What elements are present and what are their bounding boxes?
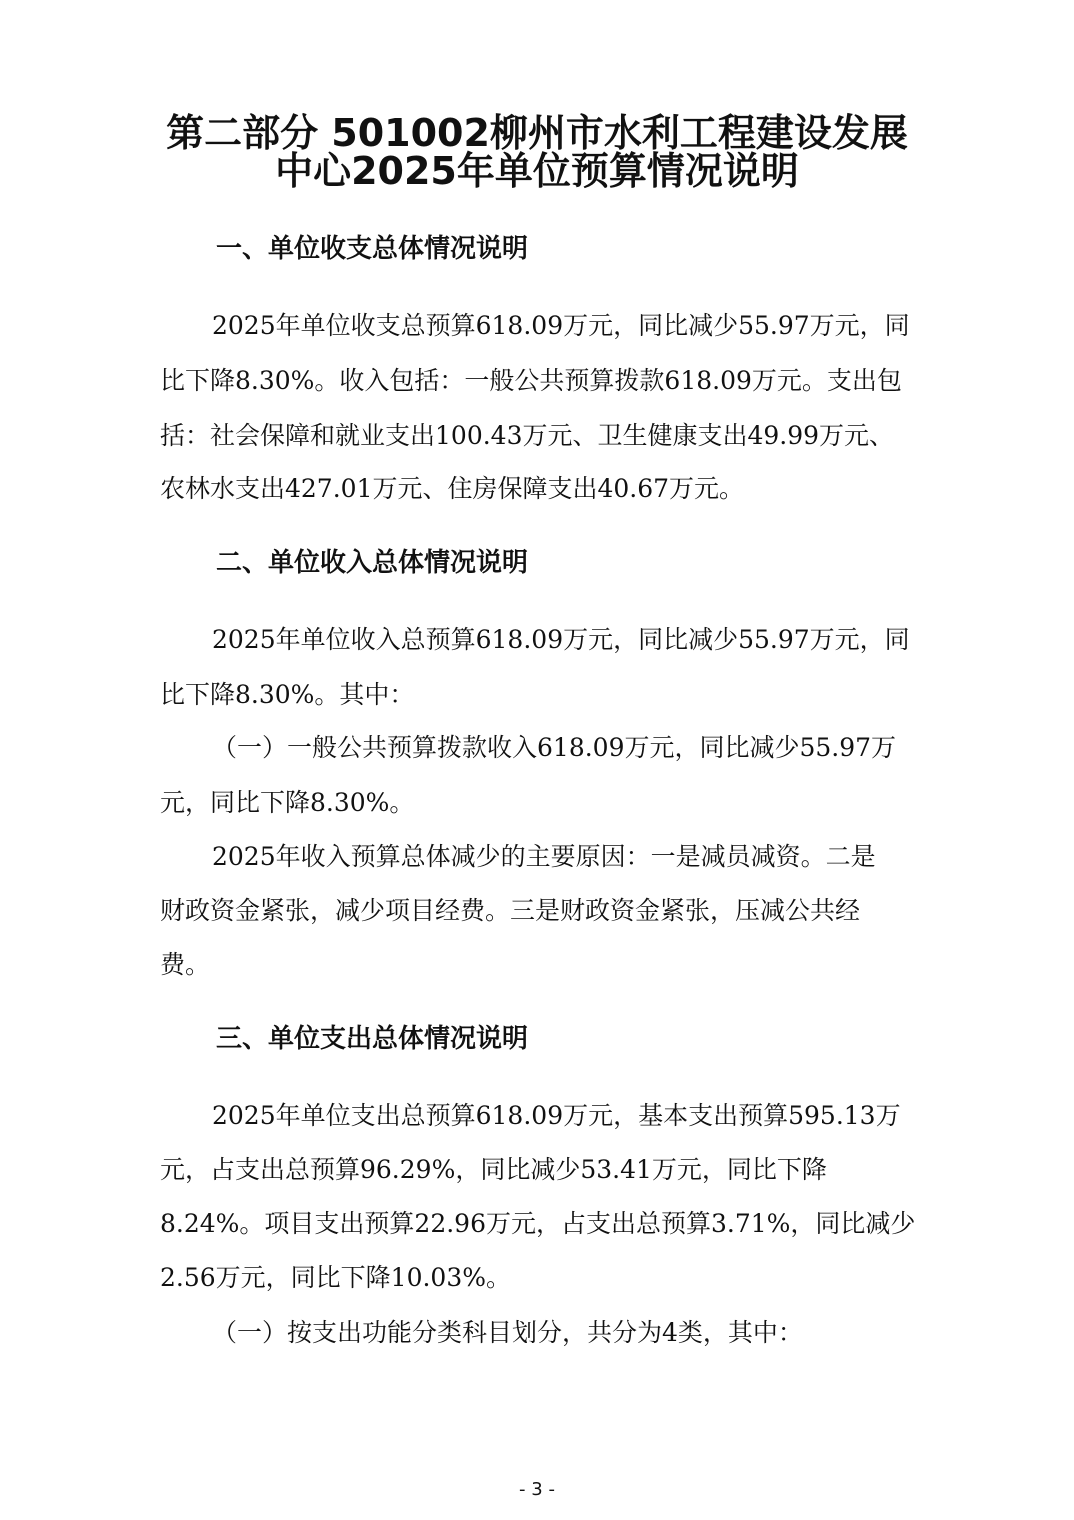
document-title-line-2: 中心2025年单位预算情况说明 xyxy=(275,149,799,193)
paragraph-line: 2.56万元，同比下降10.03%。 xyxy=(160,1263,511,1292)
section-heading-3: 三、单位支出总体情况说明 xyxy=(216,1024,529,1054)
paragraph-line: 比下降8.30%。其中： xyxy=(160,680,415,709)
paragraph-line: （一）一般公共预算拨款收入618.09万元，同比减少55.97万 xyxy=(212,733,897,762)
paragraph-line: 比下降8.30%。收入包括：一般公共预算拨款618.09万元。支出包 xyxy=(160,366,902,395)
paragraph-line: （一）按支出功能分类科目划分，共分为4类，其中： xyxy=(212,1318,803,1347)
paragraph-line: 括：社会保障和就业支出100.43万元、卫生健康支出49.99万元、 xyxy=(160,421,895,450)
document-title-line-1: 第二部分 501002柳州市水利工程建设发展 xyxy=(166,111,908,155)
paragraph-line: 2025年单位支出总预算618.09万元，基本支出预算595.13万 xyxy=(212,1101,901,1130)
paragraph-line: 农林水支出427.01万元、住房保障支出40.67万元。 xyxy=(160,474,745,503)
paragraph-line: 2025年收入预算总体减少的主要原因：一是减员减资。二是 xyxy=(212,842,876,871)
section-heading-2: 二、单位收入总体情况说明 xyxy=(216,548,529,578)
paragraph-line: 元，占支出总预算96.29%，同比减少53.41万元，同比下降 xyxy=(160,1155,827,1184)
paragraph-line: 元，同比下降8.30%。 xyxy=(160,788,415,817)
section-heading-1: 一、单位收支总体情况说明 xyxy=(216,234,529,264)
paragraph-line: 2025年单位收入总预算618.09万元，同比减少55.97万元，同 xyxy=(212,625,910,654)
page-number: - 3 - xyxy=(519,1479,555,1500)
paragraph-line: 财政资金紧张，减少项目经费。三是财政资金紧张，压减公共经 xyxy=(160,896,861,925)
paragraph-line: 费。 xyxy=(160,950,211,979)
paragraph-line: 8.24%。项目支出预算22.96万元，占支出总预算3.71%，同比减少 xyxy=(160,1209,916,1238)
paragraph-line: 2025年单位收支总预算618.09万元，同比减少55.97万元，同 xyxy=(212,311,910,340)
